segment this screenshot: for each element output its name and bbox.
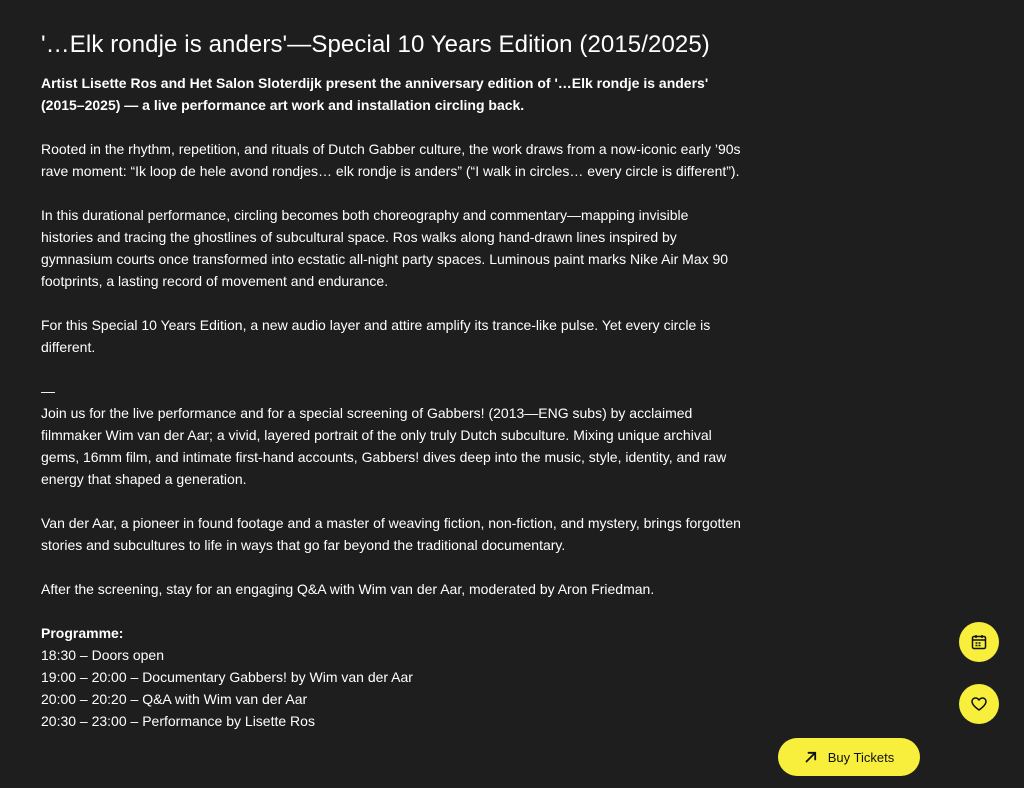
description-paragraph: Rooted in the rhythm, repetition, and rituals of Dutch Gabber culture, the work draws from a now-iconic early ’90s rave moment: “Ik loop de hele avond rondjes… elk rondje is anders” (“I walk in circles… every circle is different”). — [41, 141, 741, 179]
calendar-icon — [970, 633, 988, 651]
section-separator: — — [41, 383, 55, 399]
arrow-up-right-icon — [804, 750, 818, 764]
heart-icon — [970, 695, 988, 713]
programme-item: 20:00 – 20:20 – Q&A with Wim van der Aar — [41, 691, 308, 707]
page-title: '…Elk rondje is anders'—Special 10 Years Edition (2015/2025) — [41, 31, 710, 58]
director-paragraph: Van der Aar, a pioneer in found footage and a master of weaving fiction, non-fiction, and mystery, brings forgotten stories and subcultures to life in ways that go far beyond the traditional documentary. — [41, 515, 741, 553]
programme-item: 18:30 – Doors open — [41, 647, 164, 663]
buy-tickets-button[interactable] — [778, 738, 920, 776]
qa-paragraph: After the screening, stay for an engaging Q&A with Wim van der Aar, moderated by Aron Friedman. — [41, 581, 655, 597]
programme-heading: Programme: — [41, 625, 124, 641]
programme-item: 19:00 – 20:00 – Documentary Gabbers! by Wim van der Aar — [41, 669, 413, 685]
event-content — [41, 30, 741, 732]
screening-paragraph: Join us for the live performance and for a special screening of Gabbers! (2013—ENG subs) by acclaimed filmmaker Wim van der Aar; a vivid, layered portrait of the only truly Dutch subculture. Mixing unique archival gems, 16mm film, and intimate first-hand accounts, Gabbers! dives deep into the music, style, identity, and raw energy that shaped a generation. — [41, 405, 727, 487]
description-paragraph: For this Special 10 Years Edition, a new audio layer and attire amplify its trance-like pulse. Yet every circle is different. — [41, 317, 711, 355]
add-to-calendar-button[interactable] — [959, 622, 999, 662]
programme-section — [41, 622, 741, 732]
description-paragraph: In this durational performance, circling becomes both choreography and commentary—mapping invisible histories and tracing the ghostlines of subcultural space. Ros walks along hand-drawn lines inspired by gymnasium courts once transformed into ecstatic all-night party spaces. Luminous paint marks Nike Air Max 90 footprints, a lasting record of movement and endurance. — [41, 207, 729, 289]
programme-item: 20:30 – 23:00 – Performance by Lisette Ros — [41, 713, 315, 729]
screening-section — [41, 380, 741, 490]
buy-tickets-label: Buy Tickets — [827, 749, 895, 765]
event-intro: Artist Lisette Ros and Het Salon Sloterdijk present the anniversary edition of '…Elk rondje is anders' (2015–2025) — a live performance art work and installation circling back. — [41, 75, 709, 113]
favorite-button[interactable] — [959, 684, 999, 724]
